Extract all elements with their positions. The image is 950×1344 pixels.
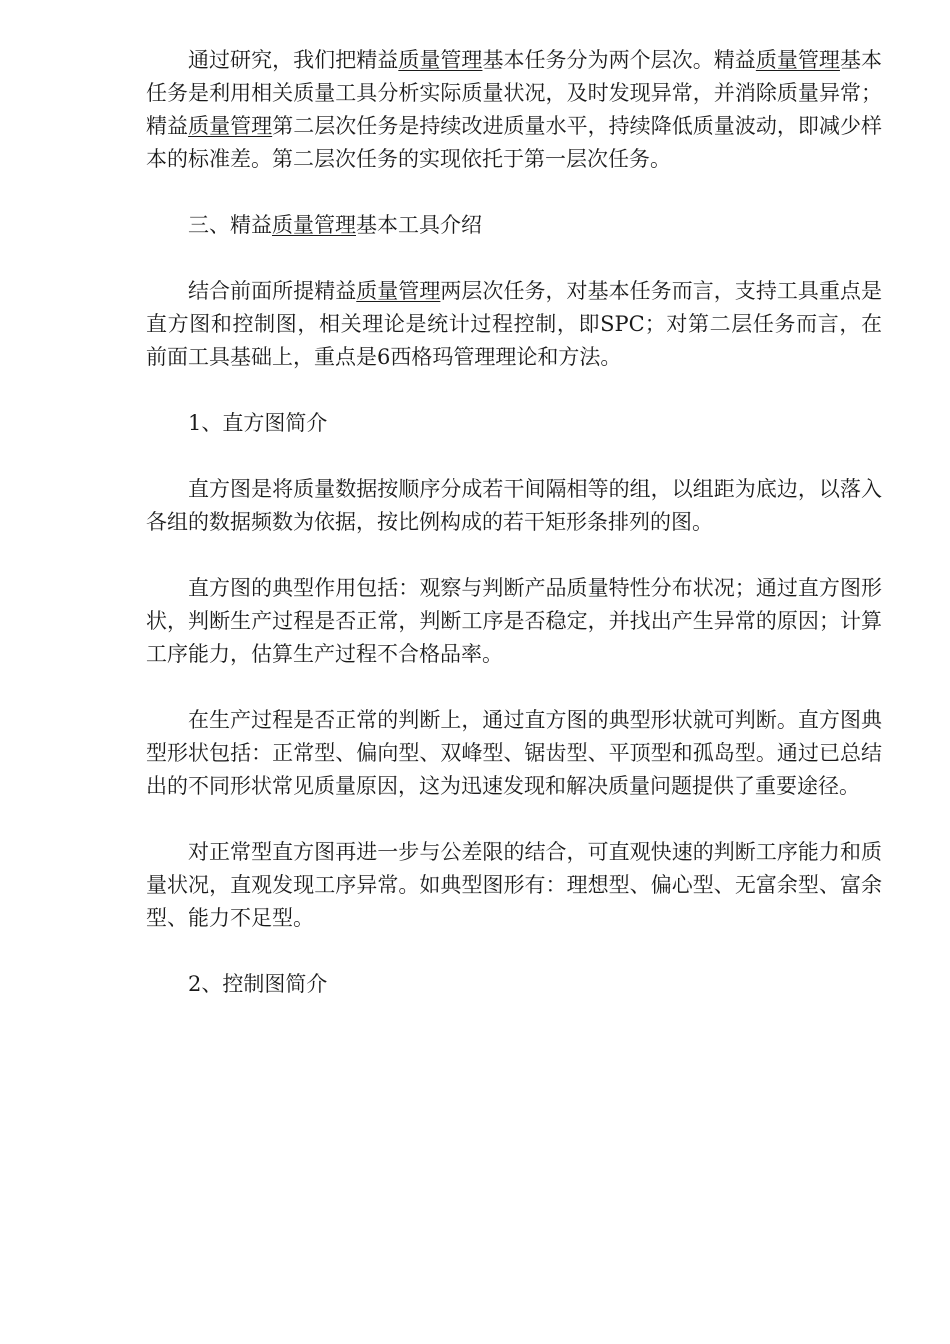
text-segment: 两层次任务，对基本任务而言，支持工具重点是直方图和控制图，相关理论是统计过程控制，即SPC；对第二层任务而言，在前面工具基础上，重点是6西格玛管理理论和方法。 — [146, 279, 882, 369]
paragraph-histogram-shapes — [146, 704, 882, 803]
paragraph-gap — [146, 374, 882, 407]
text-segment: 结合前面所提精益 — [188, 279, 357, 303]
underlined-term: 质量管理 — [272, 213, 356, 237]
text-segment: 直方图的典型作用包括：观察与判断产品质量特性分布状况；通过直方图形状，判断生产过程是否正常，判断工序是否稳定，并找出产生异常的原因；计算工序能力，估算生产过程不合格品率。 — [146, 576, 882, 666]
text-segment: 基本工具介绍 — [356, 213, 482, 237]
paragraph-tools-overview — [146, 275, 882, 374]
underlined-term: 质量管理 — [398, 48, 483, 72]
text-segment: 直方图是将质量数据按顺序分成若干间隔相等的组，以组距为底边，以落入各组的数据频数为依据，按比例构成的若干矩形条排列的图。 — [146, 477, 882, 534]
paragraph-tolerance — [146, 836, 882, 935]
text-segment: 三、精益 — [188, 213, 272, 237]
text-segment: 在生产过程是否正常的判断上，通过直方图的典型形状就可判断。直方图典型形状包括：正常型、偏向型、双峰型、锯齿型、平顶型和孤岛型。通过已总结出的不同形状常见质量原因，这为迅速发现和解决质量问题提供了重要途径。 — [146, 708, 882, 798]
paragraph-gap — [146, 803, 882, 836]
paragraph-gap — [146, 539, 882, 572]
section-heading-tools — [146, 209, 882, 242]
subheading-histogram — [146, 407, 882, 440]
text-segment: 基本任务是利用相关质量工具分析实际质量状况，及时发现异常，并消除质量异常；精益 — [146, 48, 882, 138]
underlined-term: 质量管理 — [755, 48, 840, 72]
text-segment: 第二层次任务是持续改进质量水平，持续降低质量波动，即减少样本的标准差。第二层次任务的实现依托于第一层次任务。 — [146, 114, 883, 171]
paragraph-gap — [146, 176, 882, 209]
paragraph-gap — [146, 671, 882, 704]
subheading-control-chart — [146, 968, 882, 1001]
text-segment: 对正常型直方图再进一步与公差限的结合，可直观快速的判断工序能力和质量状况，直观发现工序异常。如典型图形有：理想型、偏心型、无富余型、富余型、能力不足型。 — [146, 840, 882, 930]
paragraph-gap — [146, 935, 882, 968]
document-page — [146, 44, 882, 1001]
underlined-term: 质量管理 — [188, 114, 273, 138]
paragraph-gap — [146, 440, 882, 473]
underlined-term: 质量管理 — [356, 279, 441, 303]
paragraph-task-levels — [146, 44, 882, 176]
text-segment: 1、直方图简介 — [188, 411, 328, 435]
paragraph-histogram-definition — [146, 473, 882, 539]
paragraph-gap — [146, 242, 882, 275]
paragraph-histogram-uses — [146, 572, 882, 671]
text-segment: 2、控制图简介 — [188, 972, 328, 996]
text-segment: 基本任务分为两个层次。精益 — [482, 48, 756, 72]
text-segment: 通过研究，我们把精益 — [188, 48, 399, 72]
